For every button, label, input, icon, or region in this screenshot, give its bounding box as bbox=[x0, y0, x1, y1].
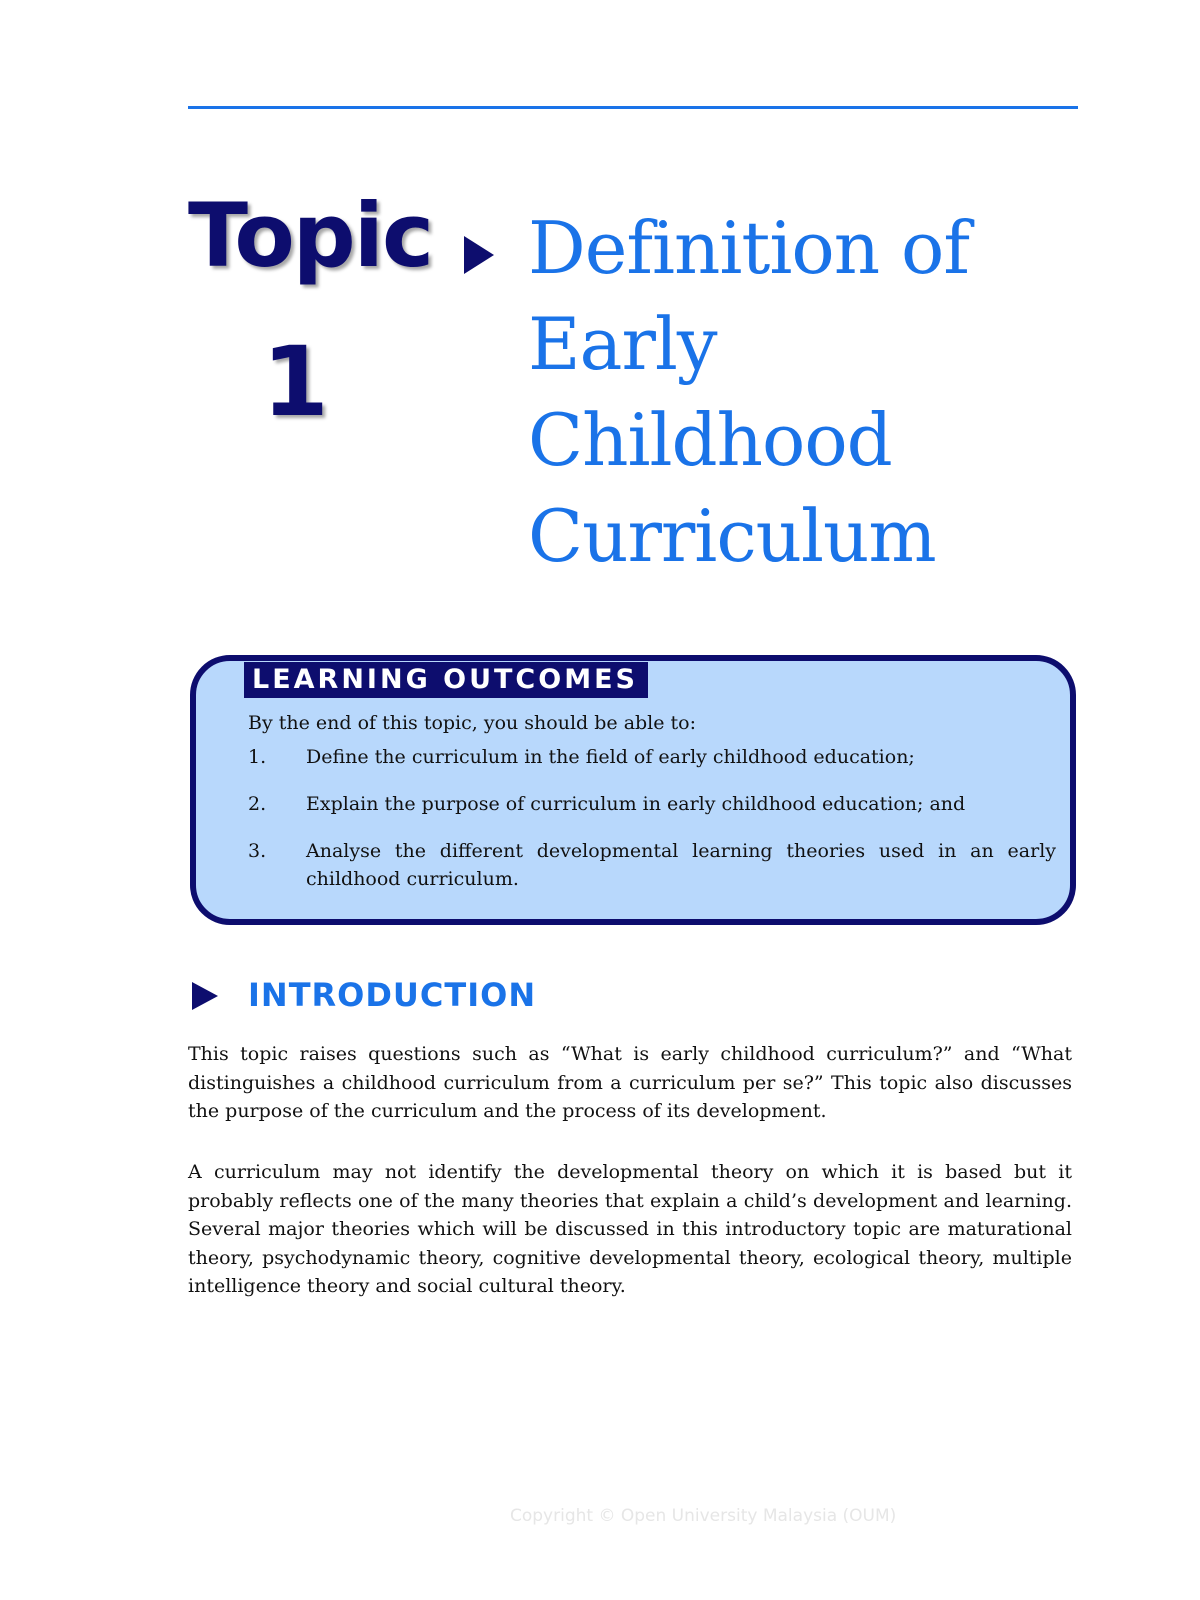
section-heading: INTRODUCTION bbox=[248, 976, 537, 1014]
page-title bbox=[528, 200, 969, 584]
title-line: Early bbox=[528, 302, 717, 386]
paragraph: This topic raises questions such as “What is early childhood curriculum?” and “What distinguishes a childhood curriculum from a curriculum per se?” This topic also discusses the purpose of the curriculum and the process of its development. bbox=[188, 1043, 1072, 1122]
topic-number: 1 bbox=[262, 326, 329, 438]
item-text: Analyse the different developmental learning theories used in an early childhood curriculum. bbox=[306, 840, 1056, 890]
learning-outcome-item bbox=[248, 743, 1056, 771]
title-line: Childhood bbox=[528, 398, 892, 482]
copyright-watermark: Copyright © Open University Malaysia (OUM) bbox=[510, 1506, 897, 1526]
topic-label: Topic bbox=[188, 184, 433, 287]
learning-outcome-item bbox=[248, 790, 1056, 818]
title-line: Curriculum bbox=[528, 494, 936, 578]
play-arrow-icon bbox=[192, 982, 218, 1010]
item-text: Define the curriculum in the field of early childhood education; bbox=[306, 746, 915, 768]
item-number: 1. bbox=[248, 746, 267, 768]
item-number: 2. bbox=[248, 793, 267, 815]
learning-outcomes-intro: By the end of this topic, you should be able to: bbox=[248, 712, 697, 734]
title-line: Definition of bbox=[528, 206, 969, 290]
item-number: 3. bbox=[248, 840, 267, 862]
play-arrow-icon bbox=[464, 236, 494, 274]
learning-outcome-item bbox=[248, 837, 1056, 893]
item-text: Explain the purpose of curriculum in early childhood education; and bbox=[306, 793, 966, 815]
paragraph: A curriculum may not identify the developmental theory on which it is based but it probably reflects one of the many theories that explain a child’s development and learning. Several major theories which will be discussed in this introductory topic are maturational theory, psychodynamic theory, cognitive developmental theory, ecological theory, multiple intelligence theory and social cultural theory. bbox=[188, 1161, 1072, 1297]
header-rule bbox=[188, 106, 1078, 109]
learning-outcomes-heading: LEARNING OUTCOMES bbox=[244, 662, 648, 698]
